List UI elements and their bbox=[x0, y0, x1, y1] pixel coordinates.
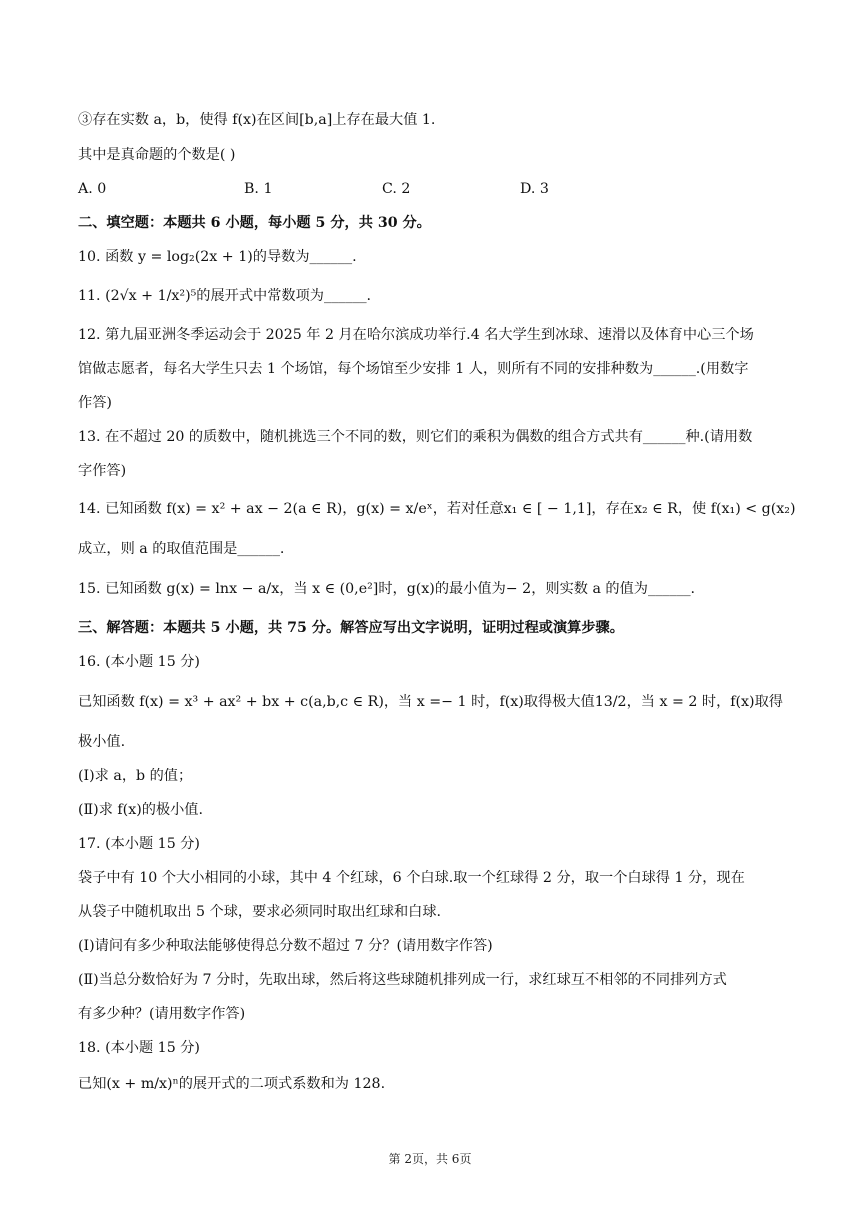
question-17-part-1: (Ⅰ)请问有多少种取法能够使得总分数不超过 7 分？(请用数字作答) bbox=[78, 938, 493, 954]
question-17-header: 17. (本小题 15 分) bbox=[78, 836, 200, 852]
question-17-part-2-line-1: (Ⅱ)当总分数恰好为 7 分时，先取出球，然后将这些球随机排列成一行，求红球互不相邻的不同排列方式 bbox=[78, 972, 727, 988]
question-17-line-1: 袋子中有 10 个大小相同的小球，其中 4 个红球，6 个白球.取一个红球得 2 分，取一个白球得 1 分，现在 bbox=[78, 870, 745, 886]
option-b: B. 1 bbox=[244, 181, 273, 197]
question-17-part-2-line-2: 有多少种？(请用数字作答) bbox=[78, 1006, 246, 1022]
option-c: C. 2 bbox=[382, 181, 411, 197]
question-16-part-2: (Ⅱ)求 f(x)的极小值. bbox=[78, 802, 203, 818]
question-10: 10. 函数 y = log₂(2x + 1)的导数为______. bbox=[78, 249, 357, 265]
option-d: D. 3 bbox=[520, 181, 549, 197]
section-3-heading: 三、解答题：本题共 5 小题，共 75 分。解答应写出文字说明，证明过程或演算步骤。 bbox=[78, 620, 624, 636]
question-12-line-3: 作答) bbox=[78, 395, 112, 411]
question-16-part-1: (Ⅰ)求 a，b 的值； bbox=[78, 768, 193, 784]
question-16-header: 16. (本小题 15 分) bbox=[78, 654, 200, 670]
question-16-line-2: 极小值. bbox=[78, 734, 126, 750]
page-footer: 第 2页，共 6页 bbox=[388, 1152, 472, 1166]
question-11: 11. (2√x + 1/x²)⁵的展开式中常数项为______. bbox=[78, 288, 372, 304]
item-9-question: 其中是真命题的个数是( ) bbox=[78, 147, 236, 163]
question-18-header: 18. (本小题 15 分) bbox=[78, 1040, 200, 1056]
question-12-line-2: 馆做志愿者，每名大学生只去 1 个场馆，每个场馆至少安排 1 人，则所有不同的安排种数为______.(用数字 bbox=[78, 361, 749, 377]
question-14-line-2: 成立，则 a 的取值范围是______. bbox=[78, 541, 285, 557]
question-18-line-1: 已知(x + m/x)ⁿ的展开式的二项式系数和为 128. bbox=[78, 1076, 386, 1092]
question-13-line-1: 13. 在不超过 20 的质数中，随机挑选三个不同的数，则它们的乘积为偶数的组合方式共有______种.(请用数 bbox=[78, 429, 753, 445]
question-13-line-2: 字作答) bbox=[78, 463, 127, 479]
question-12-line-1: 12. 第九届亚洲冬季运动会于 2025 年 2 月在哈尔滨成功举行.4 名大学生到冰球、速滑以及体育中心三个场 bbox=[78, 327, 754, 343]
question-17-line-2: 从袋子中随机取出 5 个球，要求必须同时取出红球和白球. bbox=[78, 904, 442, 920]
question-14-line-1: 14. 已知函数 f(x) = x² + ax − 2(a ∈ R)，g(x) = x/eˣ，若对任意x₁ ∈ [ − 1,1]，存在x₂ ∈ R，使 f(x₁) < g(x₂) bbox=[78, 501, 796, 517]
section-2-heading: 二、填空题：本题共 6 小题，每小题 5 分，共 30 分。 bbox=[78, 215, 431, 231]
item-9-statement-3: ③存在实数 a，b，使得 f(x)在区间[b,a]上存在最大值 1. bbox=[78, 112, 436, 128]
option-a: A. 0 bbox=[78, 181, 107, 197]
question-16-line-1: 已知函数 f(x) = x³ + ax² + bx + c(a,b,c ∈ R)，当 x =− 1 时，f(x)取得极大值13/2，当 x = 2 时，f(x)取得 bbox=[78, 694, 783, 710]
question-15: 15. 已知函数 g(x) = lnx − a/x，当 x ∈ (0,e²]时，g(x)的最小值为− 2，则实数 a 的值为______. bbox=[78, 581, 696, 597]
